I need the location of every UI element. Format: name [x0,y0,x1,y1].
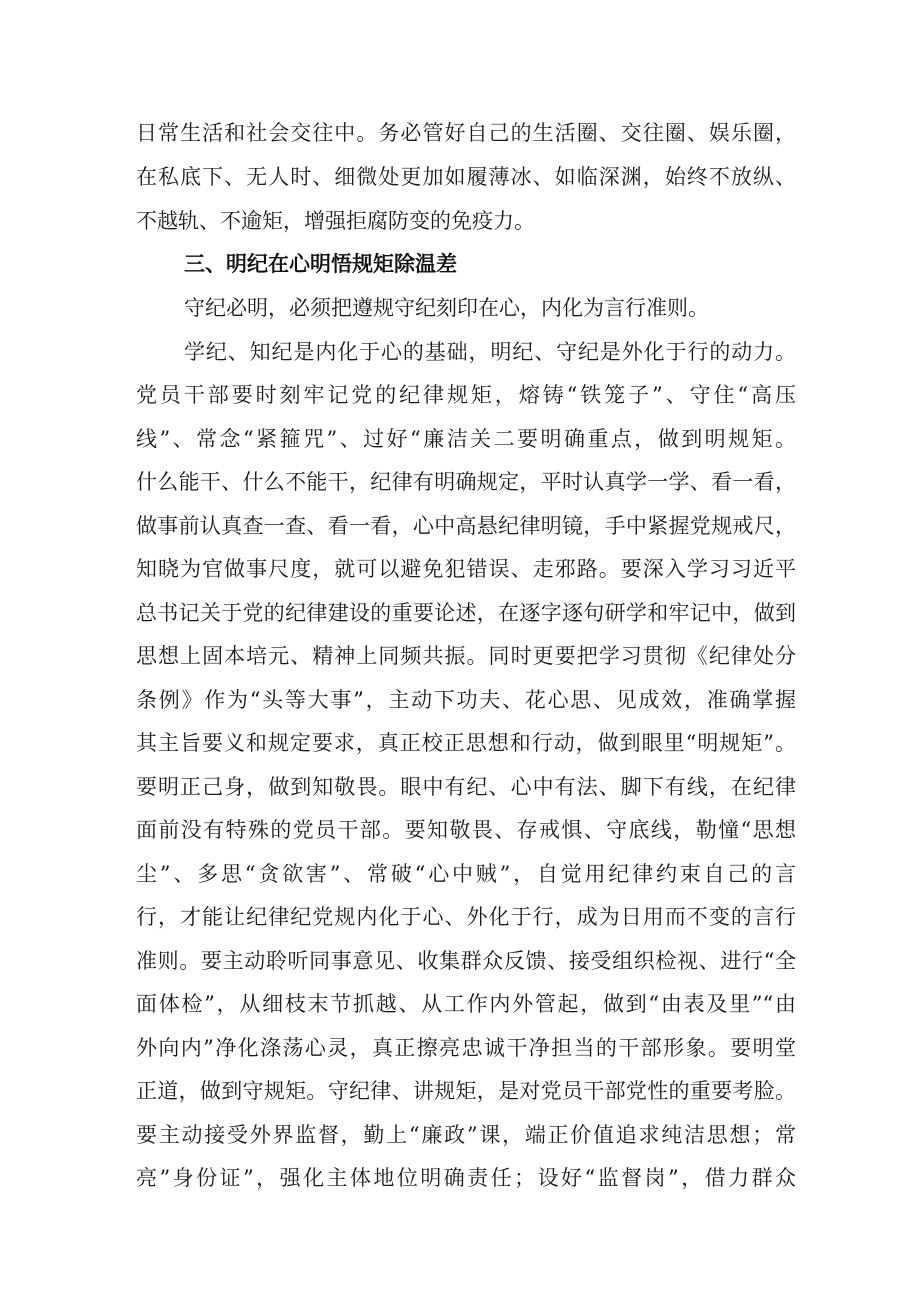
paragraph-line: 知晓为官做事尺度，就可以避免犯错误、走邪路。要深入学习习近平 [136,557,796,581]
paragraph-line: 总书记关于党的纪律建设的重要论述，在逐字逐句研学和牢记中，做到 [136,601,796,625]
paragraph-line: 面前没有特殊的党员干部。要知敬畏、存戒惧、守底线，勒憧“思想 [136,818,796,842]
paragraph-line: 外向内”净化涤荡心灵，真正擦亮忠诚干净担当的干部形象。要明堂 [136,1036,796,1060]
paragraph-line: 什么能干、什么不能干，纪律有明确规定，平时认真学一学、看一看， [136,470,796,494]
intro-paragraph: 守纪必明，必须把遵规守纪刻印在心，内化为言行准则。 [184,296,709,320]
paragraph-line: 思想上固本培元、精神上同频共振。同时更要把学习贯彻《纪律处分 [136,644,796,668]
paragraph-line: 不越轨、不逾矩，增强拒腐防变的免疫力。 [136,209,535,233]
paragraph-line: 面体检”，从细枝末节抓越、从工作内外管起，做到“由表及里”“由 [136,992,796,1016]
paragraph-line: 学纪、知纪是内化于心的基础，明纪、守纪是外化于行的动力。 [184,340,796,364]
paragraph-line: 行，才能让纪律纪党规内化于心、外化于行，成为日用而不变的言行 [136,905,796,929]
paragraph-line: 要明正己身，做到知敬畏。眼中有纪、心中有法、脚下有线，在纪律 [136,775,796,799]
paragraph-line: 亮”身份证”，强化主体地位明确责任；设好“监督岗”，借力群众 [136,1166,796,1190]
paragraph-line: 正道，做到守规矩。守纪律、讲规矩，是对党员干部党性的重要考脸。 [136,1079,796,1103]
paragraph-line: 在私底下、无人时、细微处更加如履薄冰、如临深渊，始终不放纵、 [136,165,796,189]
paragraph-line: 做事前认真查一查、看一看，心中高悬纪律明镜，手中紧握党规戒尺， [136,514,796,538]
paragraph-line: 其主旨要义和规定要求，真正校正思想和行动，做到眼里“明规矩”。 [136,731,796,755]
paragraph-line: 党员干部要时刻牢记党的纪律规矩，熔铸“铁笼子”、守住“高压 [136,383,796,407]
section-heading: 三、明纪在心明悟规矩除温差 [184,252,457,276]
paragraph-line: 条例》作为“头等大事”，主动下功夫、花心思、见成效，准确掌握 [136,688,796,712]
paragraph-line: 要主动接受外界监督，勤上“廉政”课，端正价值追求纯洁思想；常 [136,1123,796,1147]
paragraph-line: 日常生活和社会交往中。务必管好自己的生活圈、交往圈、娱乐圈， [136,121,796,145]
paragraph-line: 线”、常念“紧箍咒”、过好“廉洁关二要明确重点，做到明规矩。 [136,427,796,451]
paragraph-line: 尘”、多思“贪欲害”、常破“心中贼”，自觉用纪律约束自己的言 [136,862,796,886]
paragraph-line: 准则。要主动聆听同事意见、收集群众反馈、接受组织检视、进行“全 [136,949,796,973]
